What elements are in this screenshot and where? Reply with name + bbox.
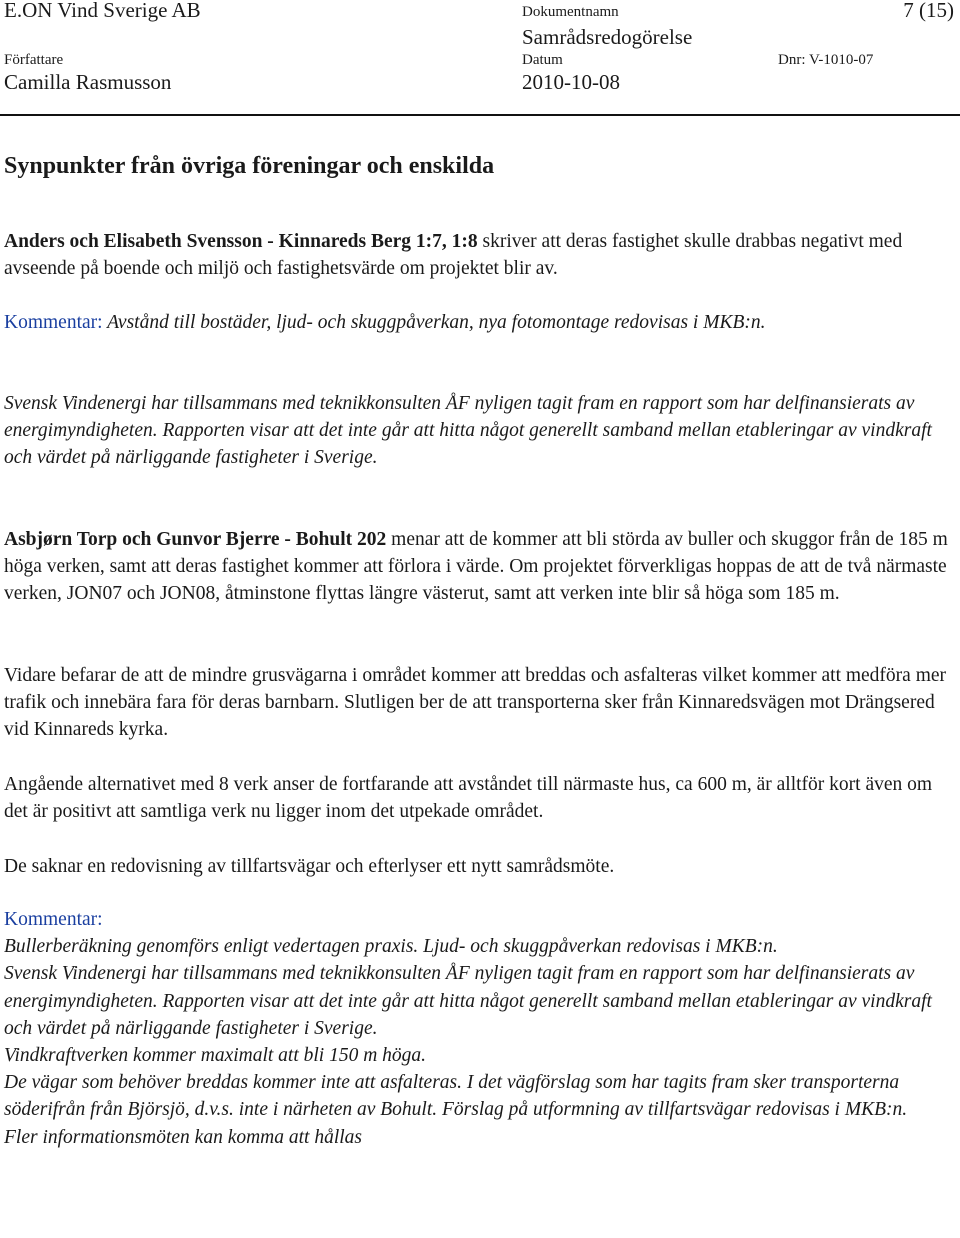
paragraph-alternative	[4, 771, 954, 825]
page-number: 7 (15)	[903, 0, 954, 22]
paragraph-text: Angående alternativet med 8 verk anser de fortfarande att avståndet till närmaste hus, ca 600 m, är alltför kort även om det är positivt att samtliga verk nu ligger inom det utpekade området.	[4, 774, 933, 823]
party-name: Anders och Elisabeth Svensson - Kinnareds Berg 1:7, 1:8	[4, 231, 478, 252]
comment-report	[4, 390, 954, 472]
comment-svensson	[4, 309, 954, 336]
comment-torp-bjerre	[4, 906, 954, 1151]
header-divider	[0, 114, 960, 116]
comment-label: Kommentar:	[4, 312, 103, 333]
company-name: E.ON Vind Sverige AB	[4, 0, 201, 22]
author-label: Författare	[4, 52, 64, 68]
paragraph-svensson	[4, 228, 954, 282]
comment-text: Svensk Vindenergi har tillsammans med teknikkonsulten ÅF nyligen tagit fram en rapport som har delfinansierats av energimyndigheten. Rapporten visar att det inte går att hitta något generellt samband mellan etableringar av vindkraft och värdet på närliggande fastigheter i Sverige.	[4, 393, 932, 469]
paragraph-torp-bjerre	[4, 526, 954, 608]
paragraph-text: skriver att deras fastighet skulle drabbas negativt med avseende på boende och miljö och fastighetsvärde om projektet blir av.	[4, 231, 903, 280]
document-date: 2010-10-08	[522, 70, 620, 94]
party-name: Asbjørn Torp och Gunvor Bjerre - Bohult 202	[4, 529, 387, 550]
paragraph-text: menar att de kommer att bli störda av buller och skuggor från de 185 m höga verken, samt att deras fastighet kommer att förlora i värde. Om projektet förverkligas hoppas de att de två närmaste verken, JON07 och JON08, åtminstone flyttas längre västerut, samt att verken inte blir så höga som 185 m.	[4, 529, 948, 605]
doc-title: Samrådsredogörelse	[522, 25, 693, 49]
comment-line: Svensk Vindenergi har tillsammans med teknikkonsulten ÅF nyligen tagit fram en rapport som har delfinansierats av energimyndigheten. Rapporten visar att det inte går att hitta något generellt samband mellan etableringar av vindkraft och värdet på närliggande fastigheter i Sverige.	[4, 963, 932, 1039]
date-label: Datum	[522, 52, 563, 68]
paragraph-roads	[4, 662, 954, 744]
paragraph-text: Vidare befarar de att de mindre grusvägarna i området kommer att breddas och asfalteras vilket kommer att medföra mer trafik och innebära fara för deras barnbarn. Slutligen ber de att transporterna sker från Kinnaredsvägen mot Drängsered vid Kinnareds kyrka.	[4, 665, 947, 741]
section-heading: Synpunkter från övriga föreningar och enskilda	[4, 153, 495, 179]
comment-line: De vägar som behöver breddas kommer inte att asfalteras. I det vägförslag som har tagits fram sker transporterna söderifrån från Björsjö, d.v.s. inte i närheten av Bohult. Förslag på utformning av tillfartsvägar redovisas i MKB:n.	[4, 1072, 908, 1121]
author-name: Camilla Rasmusson	[4, 70, 172, 94]
diary-number: Dnr: V-1010-07	[778, 52, 874, 68]
comment-line: Vindkraftverken kommer maximalt att bli 150 m höga.	[4, 1045, 427, 1067]
doc-name-label: Dokumentnamn	[522, 4, 619, 20]
comment-text: Avstånd till bostäder, ljud- och skuggpåverkan, nya fotomontage redovisas i MKB:n.	[102, 312, 766, 333]
paragraph-text: De saknar en redovisning av tillfartsvägar och efterlyser ett nytt samrådsmöte.	[4, 856, 615, 877]
paragraph-consultation	[4, 853, 954, 880]
comment-label: Kommentar:	[4, 909, 103, 930]
comment-line: Bullerberäkning genomförs enligt vedertagen praxis. Ljud- och skuggpåverkan redovisas i MKB:n.	[4, 936, 778, 958]
comment-line: Fler informationsmöten kan komma att hållas	[4, 1126, 363, 1148]
